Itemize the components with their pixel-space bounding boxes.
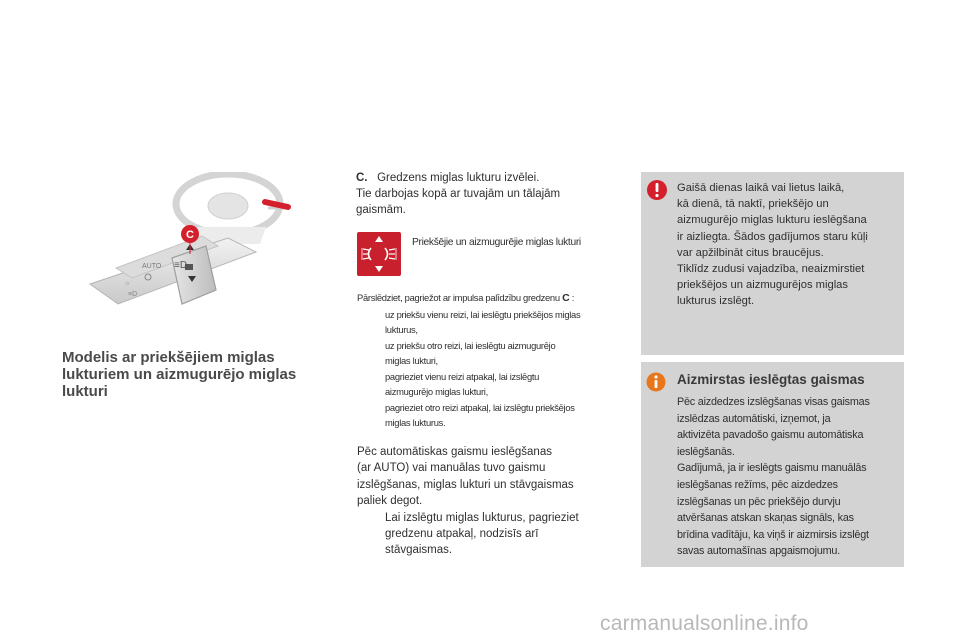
svg-text:☼: ☼ xyxy=(124,280,131,287)
bullet-item: pagrieziet vienu reizi atpakaļ, lai izslēgtu aizmugurējo miglas lukturi, xyxy=(357,369,637,400)
intro-line-3: gaismām. xyxy=(356,204,406,216)
svg-text:≡D: ≡D xyxy=(174,260,188,271)
bullet-icon xyxy=(357,510,385,559)
bullet-icon xyxy=(357,307,385,338)
bullet-icon xyxy=(357,400,385,431)
instructions xyxy=(357,290,637,431)
bullet-item: pagrieziet otro reizi atpakaļ, lai izslēgtu priekšējos miglas lukturus. xyxy=(357,400,637,431)
stalk-illustration xyxy=(78,172,340,327)
bullet-item: uz priekšu otro reizi, lai ieslēgtu aizmugurējo miglas lukturi, xyxy=(357,338,637,369)
fog-icon-caption: Priekšējie un aizmugurējie miglas lukturi xyxy=(412,237,581,248)
callout-c: C xyxy=(186,229,194,241)
auto-label: AUTO xyxy=(142,263,162,270)
warning-panel xyxy=(641,172,904,355)
bullet-icon xyxy=(357,338,385,369)
info-title: Aizmirstas ieslēgtas gaismas xyxy=(677,372,865,387)
lighting-stalk-image xyxy=(78,172,340,327)
front-rear-fog-lights-icon xyxy=(357,232,401,276)
bullet-icon xyxy=(357,369,385,400)
watermark: carmanualsonline.info xyxy=(600,612,809,635)
warning-exclamation-icon xyxy=(646,179,668,201)
info-text: Pēc aizdedzes izslēgšanas visas gaismas izslēdzas automātiski, izņemot, ja aktivizēta pavadošo gaismu automātiska ieslēgšanās. Gadījumā, ja ir ieslēgts gaismu manuālās ieslēgšanas režīms, pēc aizdedzes izslēgšanas un pēc priekšējo durvju atvēršanas atskan skaņas signāls, kas brīdina vadītāju, ka viņš ir aizmirsis izslēgt savas automašīnas apgaismojumu. xyxy=(677,396,870,558)
bullet-item: uz priekšu vienu reizi, lai ieslēgtu priekšējos miglas lukturus, xyxy=(357,307,637,338)
warning-text: Gaišā dienas laikā vai lietus laikā, kā dienā, tā naktī, priekšējo un aizmugurējo miglas lukturu ieslēgšana ir aizliegta. Šādos gadījumos staru kūļi var apžilbināt citus braucējus. Tiklīdz zudusi vajadzība, neaizmirstiet priekšējos un aizmugurējos miglas lukturus izslēgt. xyxy=(677,182,868,308)
svg-text:≡D: ≡D xyxy=(128,291,138,298)
auto-paragraph: Pēc automātiskas gaismu ieslēgšanas (ar AUTO) vai manuālas tuvo gaismu izslēgšanas, miglas lukturi un stāvgaismas paliek degot. Lai izslēgtu miglas lukturus, pagrieziet gredzenu atpakaļ, nodzisīs arī stāvgaismas. xyxy=(357,444,627,559)
section-heading: Modelis ar priekšējiem miglas lukturiem un aizmugurējo miglas lukturi xyxy=(62,349,297,400)
intro-line-1: C. Gredzens miglas lukturu izvēlei. xyxy=(356,172,540,184)
info-icon xyxy=(646,372,666,392)
middle-column xyxy=(356,170,626,218)
info-panel xyxy=(641,362,904,567)
auto-bullet: Lai izslēgtu miglas lukturus, pagrieziet gredzenu atpakaļ, nodzisīs arī stāvgaismas. xyxy=(357,510,627,559)
instruction-intro: Pārslēdziet, pagriežot ar impulsa palīdzību gredzenu C : xyxy=(357,292,574,304)
intro-line-2: Tie darbojas kopā ar tuvajām un tālajām xyxy=(356,188,561,200)
intro-letter: C. xyxy=(356,172,368,184)
